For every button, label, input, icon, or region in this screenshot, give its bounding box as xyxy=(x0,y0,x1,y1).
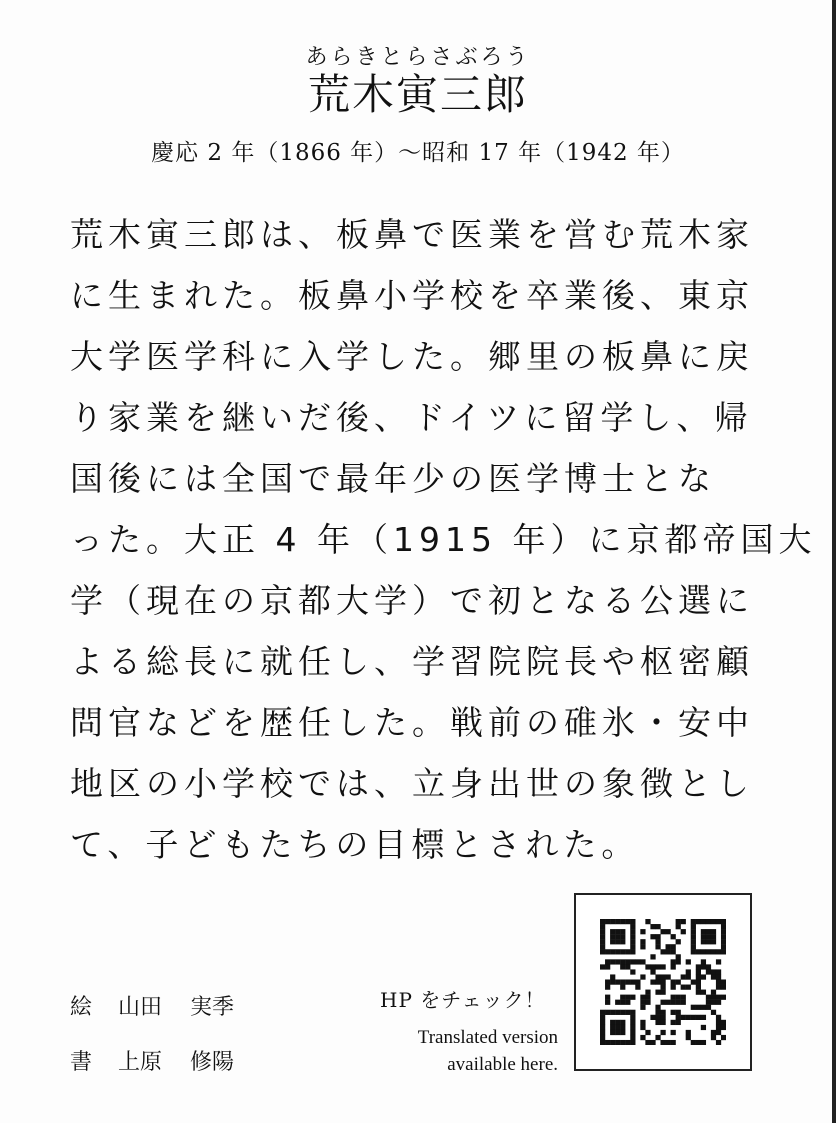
person-name: 荒木寅三郎 xyxy=(307,70,528,119)
bio-line: った。大正 4 年（1915 年）に京都帝国大 xyxy=(70,520,817,559)
bio-line: よる総長に就任し、学習院院長や枢密顧 xyxy=(70,642,754,681)
bio-line: り家業を継いだ後、ドイツに留学し、帰 xyxy=(70,398,753,437)
bio-line: に生まれた。板鼻小学校を卒業後、東京 xyxy=(70,276,754,315)
credit-role: 絵 xyxy=(70,995,93,1020)
translated-line: available here. xyxy=(447,1054,558,1075)
hp-check-label: HP をチェック！ xyxy=(380,988,546,1012)
credit-surname: 山田 xyxy=(118,995,163,1020)
illustration-credit xyxy=(70,990,234,1021)
translated-note xyxy=(360,1024,558,1078)
credit-role: 書 xyxy=(70,1050,93,1075)
bio-line: 大学医学科に入学した。郷里の板鼻に戻 xyxy=(70,337,754,376)
qr-code-icon[interactable] xyxy=(600,919,726,1045)
biography xyxy=(70,204,817,875)
name-furigana: あらきとらさぶろう xyxy=(305,45,531,70)
life-dates: 慶応 2 年（1866 年）～昭和 17 年（1942 年） xyxy=(151,140,685,166)
credit-given-name: 修陽 xyxy=(190,1050,235,1075)
translated-line: Translated version xyxy=(417,1027,558,1048)
card-edge xyxy=(832,0,836,1123)
bio-line: て、子どもたちの目標とされた。 xyxy=(70,825,640,864)
bio-line: 問官などを歴任した。戦前の碓氷・安中 xyxy=(70,703,754,742)
bio-line: 学（現在の京都大学）で初となる公選に xyxy=(70,581,754,620)
calligraphy-credit xyxy=(70,1045,234,1076)
credit-given-name: 実季 xyxy=(190,995,235,1020)
bio-line: 国後には全国で最年少の医学博士とな xyxy=(70,459,716,498)
qr-code-frame[interactable] xyxy=(574,893,752,1071)
bio-line: 地区の小学校では、立身出世の象徴とし xyxy=(70,764,754,803)
bio-line: 荒木寅三郎は、板鼻で医業を営む荒木家 xyxy=(70,215,754,254)
credit-surname: 上原 xyxy=(118,1050,163,1075)
